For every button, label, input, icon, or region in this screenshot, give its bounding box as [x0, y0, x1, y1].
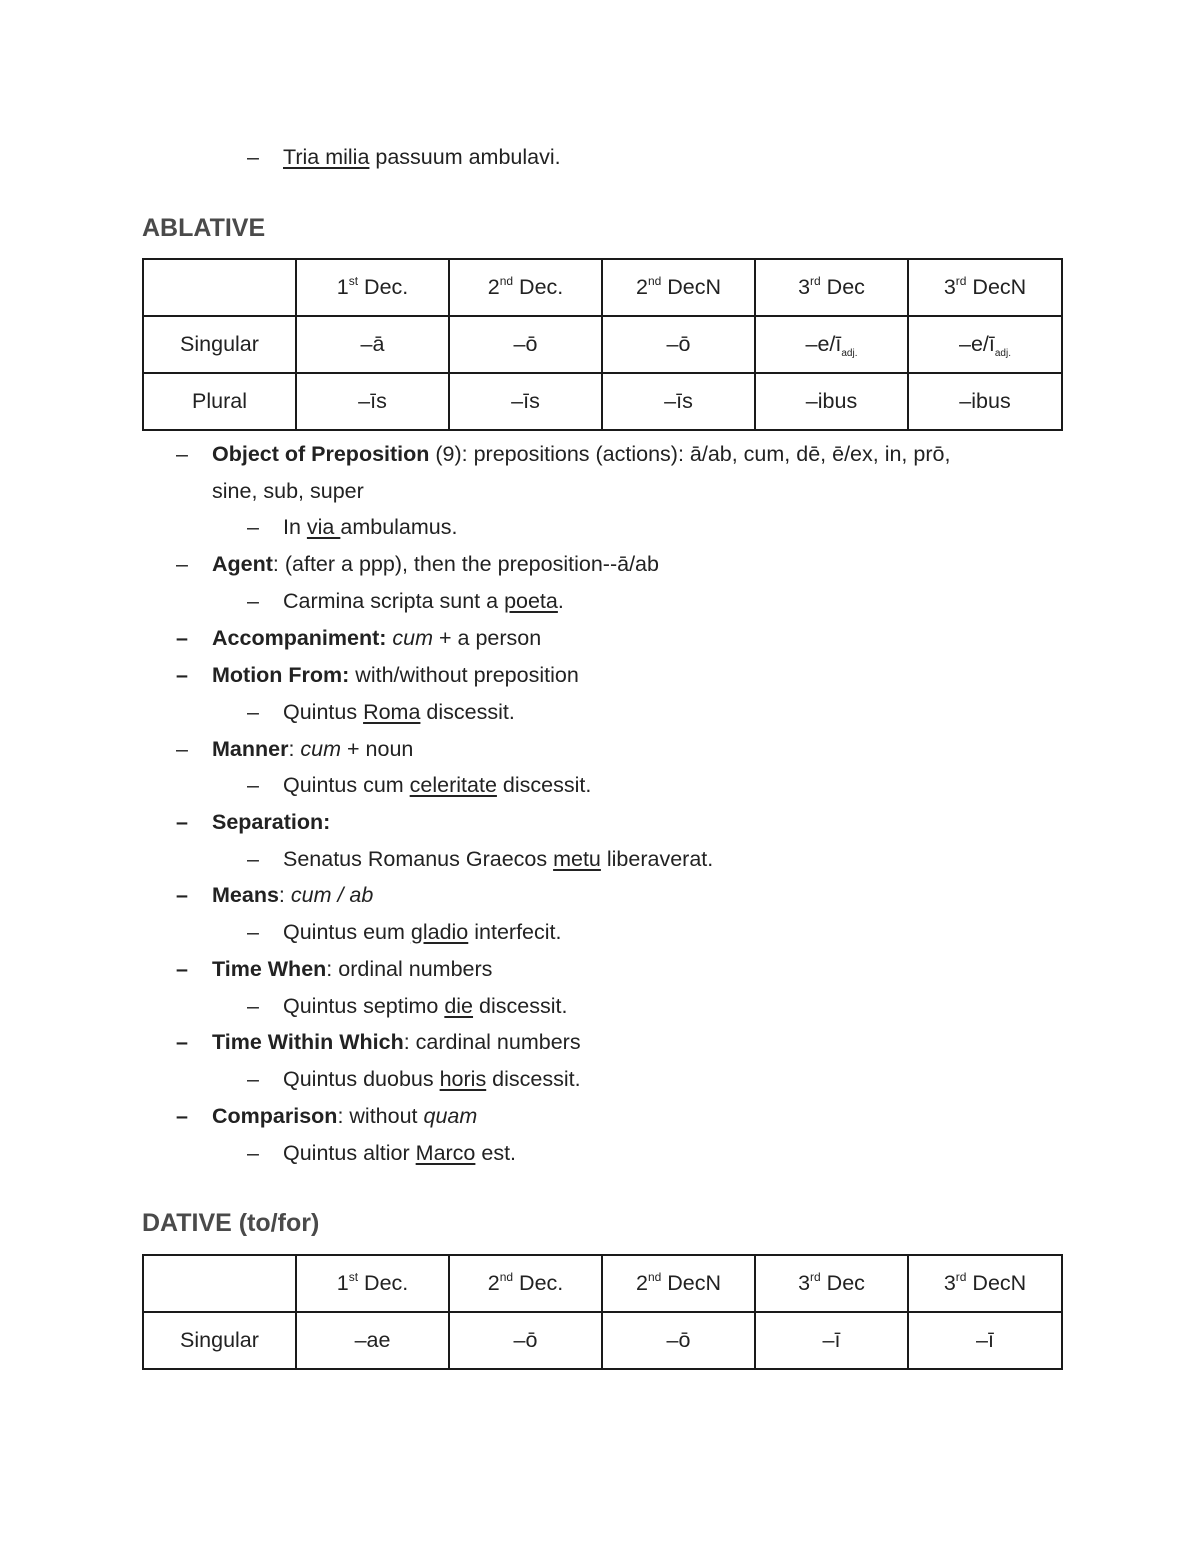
dative-heading: DATIVE (to/for): [142, 1209, 320, 1237]
use-term: Motion From:: [212, 663, 350, 687]
use-term: Object of Preposition: [212, 442, 430, 466]
row-label: Singular: [143, 1312, 296, 1369]
table-cell: –īs: [449, 373, 602, 430]
table-header-cell: 1st Dec.: [296, 259, 449, 316]
use-motion-from: [176, 660, 579, 690]
table-cell: –ō: [602, 316, 755, 373]
underlined-word: gladio: [410, 920, 469, 944]
use-description: : (after a ppp), then the preposition--ā/ab: [272, 552, 659, 576]
example-line: – Carmina scripta sunt a poeta.: [283, 586, 564, 616]
table-header-cell: 3rd DecN: [908, 1255, 1062, 1312]
table-cell: –ibus: [755, 373, 908, 430]
table-header-row: [143, 259, 1062, 316]
underlined-word: Marco: [415, 1141, 476, 1165]
table-header-cell: 3rd Dec: [755, 1255, 908, 1312]
table-cell: –ō: [602, 1312, 755, 1369]
underlined-word: via: [306, 515, 341, 539]
ablative-table: [142, 258, 1063, 431]
latin-word: cum: [300, 737, 342, 761]
bullet-dash: –: [176, 1030, 188, 1054]
underlined-word: horis: [439, 1067, 487, 1091]
table-row-singular: [143, 316, 1062, 373]
use-manner: – Manner: cum + noun: [212, 734, 413, 764]
underlined-word: die: [444, 994, 474, 1018]
use-description: : without: [337, 1104, 424, 1128]
use-description: + noun: [341, 737, 414, 761]
bullet-dash: –: [176, 810, 188, 834]
table-header-row: [143, 1255, 1062, 1312]
bullet-dash: –: [176, 957, 188, 981]
example-line: – Quintus altior Marco est.: [283, 1138, 516, 1168]
bullet-dash: –: [176, 663, 188, 687]
bullet-dash: –: [247, 589, 259, 613]
bullet-dash: –: [176, 883, 188, 907]
bullet-dash: –: [247, 847, 259, 871]
bullet-dash: –: [176, 737, 188, 761]
use-term: Time When: [212, 957, 327, 981]
table-cell: –ā: [296, 316, 449, 373]
table-header-cell: 2nd Dec.: [449, 259, 602, 316]
use-description: (9): prepositions (actions): ā/ab, cum, dē, ē/ex, in, prō,: [429, 442, 951, 466]
use-description: + a person: [433, 626, 542, 650]
table-row-singular: [143, 1312, 1062, 1369]
example-line: – In via ambulamus.: [283, 512, 457, 542]
underlined-word: celeritate: [409, 773, 497, 797]
bullet-dash: –: [176, 552, 188, 576]
example-line: – Quintus Roma discessit.: [283, 697, 515, 727]
latin-words: cum / ab: [290, 883, 374, 907]
latin-word: cum: [392, 626, 434, 650]
row-label: Singular: [143, 316, 296, 373]
table-cell: –īs: [296, 373, 449, 430]
latin-word: quam: [423, 1104, 478, 1128]
table-header-cell: 2nd DecN: [602, 259, 755, 316]
example-line: – Quintus septimo die discessit.: [283, 991, 567, 1021]
use-separation: [176, 807, 331, 837]
use-time-within-which: [176, 1027, 581, 1057]
table-header-cell: 1st Dec.: [296, 1255, 449, 1312]
table-cell: –ō: [449, 316, 602, 373]
bullet-dash: –: [247, 515, 259, 539]
example-text: passuum ambulavi.: [369, 145, 561, 169]
table-cell: –ī: [908, 1312, 1062, 1369]
table-cell: –ō: [449, 1312, 602, 1369]
table-cell: –ibus: [908, 373, 1062, 430]
table-cell: $-e/ī_{adj.}$: [755, 316, 908, 373]
bullet-dash: –: [247, 145, 259, 169]
use-time-when: [176, 954, 493, 984]
use-agent: [176, 549, 659, 579]
underlined-word: Roma: [363, 700, 421, 724]
bullet-dash: –: [247, 773, 259, 797]
example-line: – Senatus Romanus Graecos metu liberaverat.: [283, 844, 713, 874]
underlined-word: metu: [553, 847, 601, 871]
use-term: Comparison: [212, 1104, 338, 1128]
row-label: Plural: [143, 373, 296, 430]
table-row-plural: [143, 373, 1062, 430]
table-header-cell: 3rd Dec: [755, 259, 908, 316]
dative-table: [142, 1254, 1063, 1370]
use-term: Accompaniment:: [212, 626, 387, 650]
use-object-of-preposition: [176, 439, 951, 469]
use-term: Means: [212, 883, 279, 907]
use-description: with/without preposition: [349, 663, 579, 687]
underlined-word: poeta: [504, 589, 558, 613]
use-comparison: [176, 1101, 478, 1131]
table-corner-cell: [143, 1255, 296, 1312]
example-line: – Quintus duobus horis discessit.: [283, 1064, 581, 1094]
bullet-dash: –: [247, 1067, 259, 1091]
top-example-line: [247, 142, 561, 172]
bullet-dash: –: [247, 920, 259, 944]
table-header-cell: 2nd Dec.: [449, 1255, 602, 1312]
bullet-dash: –: [247, 994, 259, 1018]
use-accompaniment: [176, 623, 542, 653]
table-corner-cell: [143, 259, 296, 316]
bullet-dash: –: [176, 1104, 188, 1128]
table-header-cell: 2nd DecN: [602, 1255, 755, 1312]
bullet-dash: –: [176, 626, 188, 650]
underlined-phrase: Tria milia: [283, 145, 370, 169]
example-line: – Quintus eum gladio interfecit.: [283, 917, 561, 947]
use-description: : cardinal numbers: [403, 1030, 581, 1054]
table-cell: –īs: [602, 373, 755, 430]
table-cell: –ī: [755, 1312, 908, 1369]
bullet-dash: –: [247, 1141, 259, 1165]
bullet-dash: –: [247, 700, 259, 724]
use-term: Manner: [212, 737, 289, 761]
ablative-heading: ABLATIVE: [142, 214, 266, 242]
table-cell: –ae: [296, 1312, 449, 1369]
table-cell: $-e/ī_{adj.}$: [908, 316, 1062, 373]
use-description: : ordinal numbers: [326, 957, 493, 981]
example-line: – Quintus cum celeritate discessit.: [283, 770, 591, 800]
bullet-dash: –: [176, 442, 188, 466]
table-header-cell: 3rd DecN: [908, 259, 1062, 316]
use-description-continued: sine, sub, super: [212, 479, 364, 503]
use-term: Agent: [212, 552, 273, 576]
use-means: – Means: cum / ab: [212, 880, 373, 910]
use-term: Separation:: [212, 810, 331, 834]
use-term: Time Within Which: [212, 1030, 404, 1054]
